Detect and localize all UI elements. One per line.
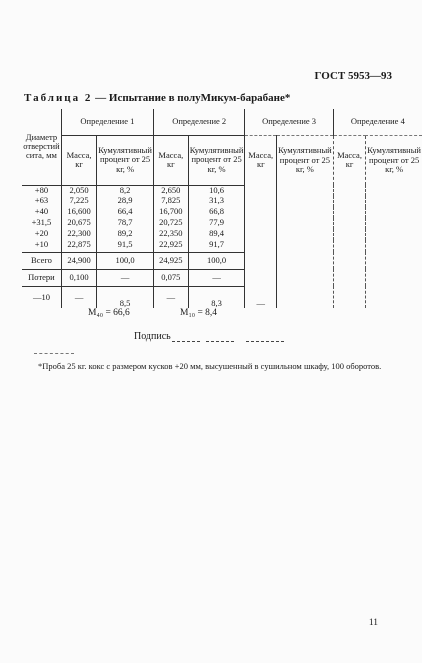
diameter-header: Диаметр отверстий сита, мм (22, 109, 61, 185)
mass-1: 16,600 (61, 207, 96, 218)
table-label: Таблица 2 (24, 92, 93, 104)
mass-2: — (153, 286, 188, 308)
mass-1: 0,100 (61, 269, 96, 286)
mass-1: 22,300 (61, 229, 96, 240)
cum-1: 8,5 (97, 286, 154, 308)
table-title (24, 92, 290, 104)
row-label: +80 (34, 184, 49, 195)
group-header-2: Определение 2 (153, 109, 245, 135)
table-caption: — Испытание в полуМикум-барабане* (95, 92, 291, 104)
cum-2: 100,0 (188, 252, 245, 269)
row-label: +63 (34, 195, 49, 205)
cum-2: 89,4 (188, 229, 245, 240)
m10-value-2: M₁₀ = 8,4 (180, 308, 218, 318)
page-number: 11 (368, 618, 378, 628)
cum-header-4: Кумулятивный процент от 25 кг, % (366, 135, 422, 185)
mass-header-1: Масса, кг (61, 135, 96, 185)
row-label: Всего (22, 252, 61, 269)
group-header-4: Определение 4 (333, 109, 422, 135)
mass-header-2: Масса, кг (153, 135, 188, 185)
cum-2: 66,8 (188, 207, 245, 218)
signature-line (172, 341, 200, 342)
cum-2: 8,3 (188, 286, 245, 308)
mass-1: — (61, 286, 96, 308)
mass-header-3: Масса, кг (245, 135, 277, 185)
footnote-rule (34, 353, 74, 354)
mass-2: 2,650 (153, 185, 188, 196)
cum-1: 78,7 (97, 218, 154, 229)
row-label: Потери (22, 269, 61, 286)
cum-1: 28,9 (97, 196, 154, 207)
footnote (30, 361, 392, 372)
cum-2: — (188, 269, 245, 286)
signature-line (246, 341, 284, 342)
mass-1: 2,050 (61, 185, 96, 196)
cum-2: 31,3 (188, 196, 245, 207)
footnote-text: *Проба 25 кг. кокс с размером кусков +20 мм, высушенный в сушильном шкафу, 100 оборотов. (38, 361, 382, 371)
cum-header-2: Кумулятивный процент от 25 кг, % (188, 135, 245, 185)
group-header-3: Определение 3 (245, 109, 333, 135)
cum-2: 77,9 (188, 218, 245, 229)
group-header-1: Определение 1 (61, 109, 153, 135)
mass-2: 22,925 (153, 240, 188, 252)
cum-1: 8,2 (97, 185, 154, 196)
mass-3: — (245, 286, 277, 308)
cum-2: 10,6 (188, 185, 245, 196)
mass-1: 20,675 (61, 218, 96, 229)
mass-2: 7,825 (153, 196, 188, 207)
cum-2: 91,7 (188, 240, 245, 252)
row-label: +40 (34, 206, 49, 216)
mass-2: 16,700 (153, 207, 188, 218)
standard-number: ГОСТ 5953—93 (314, 70, 392, 82)
cum-1: 66,4 (97, 207, 154, 218)
signature-label: Подпись (134, 331, 171, 342)
test-table (22, 109, 422, 308)
mass-2: 0,075 (153, 269, 188, 286)
row-label: —10 (22, 286, 61, 308)
cum-1: — (97, 269, 154, 286)
signature-line (206, 341, 234, 342)
cum-1: 89,2 (97, 229, 154, 240)
mass-2: 20,725 (153, 218, 188, 229)
mass-1: 22,875 (61, 240, 96, 252)
m40-value-1: M₄₀ = 66,6 (88, 308, 130, 318)
row-label: +20 (34, 228, 49, 238)
mass-2: 22,350 (153, 229, 188, 240)
cum-1: 100,0 (97, 252, 154, 269)
mass-1: 7,225 (61, 196, 96, 207)
cum-1: 91,5 (97, 240, 154, 252)
row-label: +31,5 (31, 217, 52, 227)
mass-header-4: Масса, кг (333, 135, 366, 185)
mass-2: 24,925 (153, 252, 188, 269)
cum-header-1: Кумулятивный процент от 25 кг, % (97, 135, 154, 185)
cum-header-3: Кумулятивный процент от 25 кг, % (277, 135, 334, 185)
row-label: +10 (34, 239, 49, 249)
mass-1: 24,900 (61, 252, 96, 269)
